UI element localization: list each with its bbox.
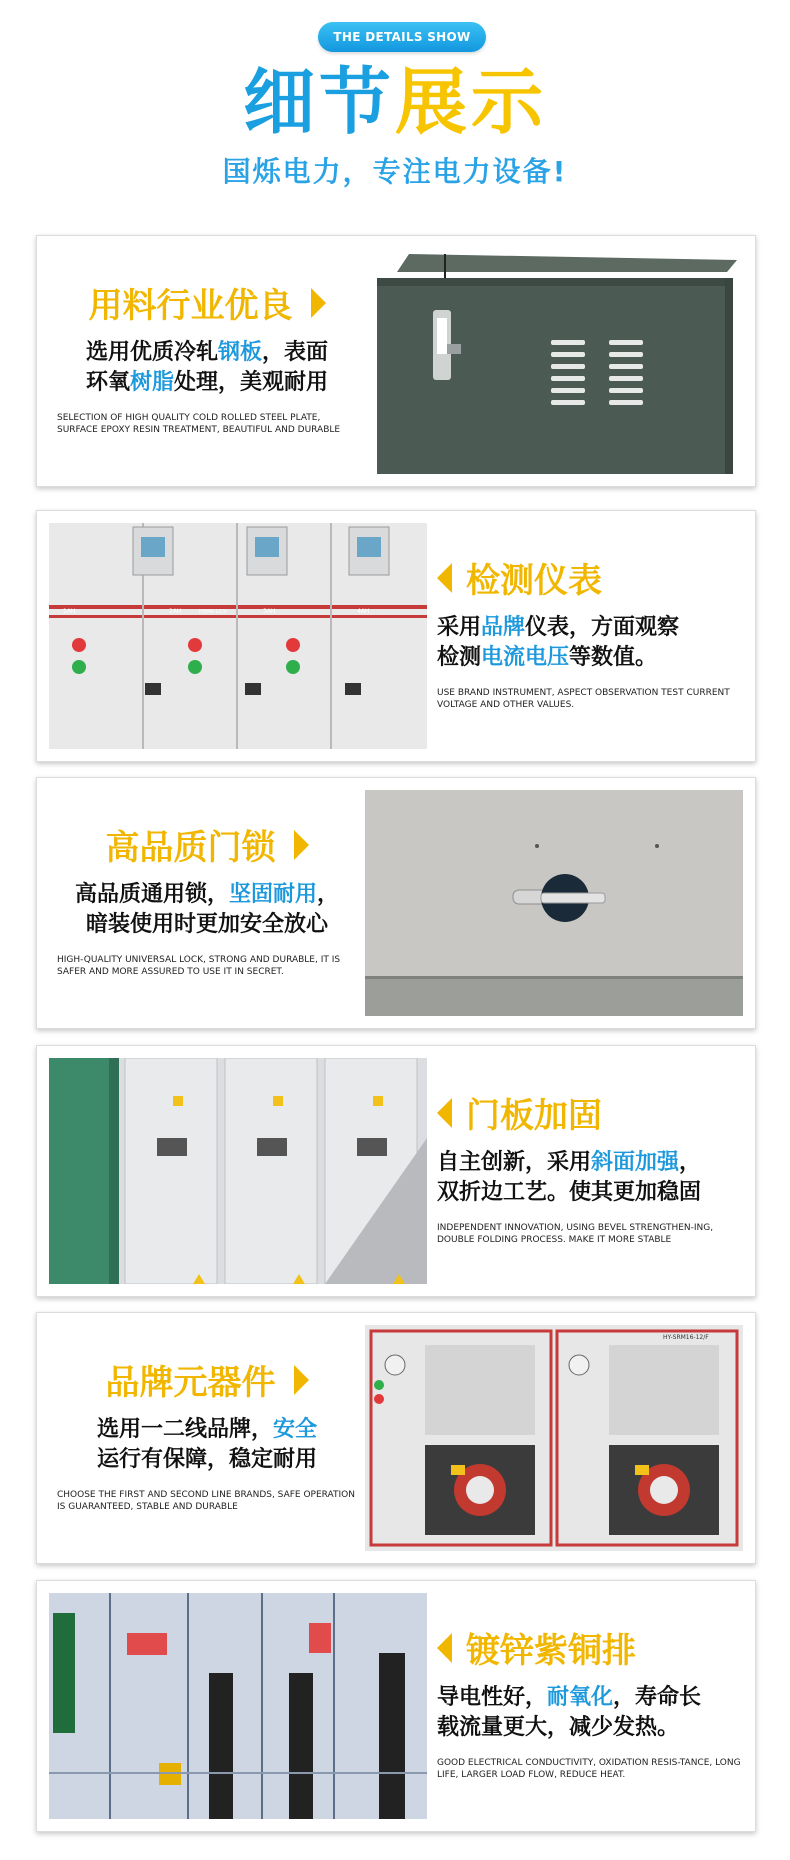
card-heading	[53, 1355, 361, 1404]
triangle-left-icon	[437, 1633, 452, 1663]
cn-text: ，寿命长	[613, 1685, 702, 1710]
card-heading	[437, 553, 745, 602]
cabinet-photo	[365, 248, 743, 474]
card-heading	[437, 1088, 745, 1137]
card-description-cn	[53, 338, 361, 398]
cn-text: 自主创新，采用	[437, 1150, 592, 1175]
card-heading-label: 高品质门锁	[105, 828, 276, 868]
detail-card-copper-busbar	[36, 1580, 756, 1832]
cn-text: 双折边工艺。使其更加稳固	[437, 1180, 702, 1205]
card-description-cn	[437, 1683, 745, 1743]
detail-card-instrument	[36, 510, 756, 762]
card-description-en: INDEPENDENT INNOVATION, USING BEVEL STRENGTHEN-ING, DOUBLE FOLDING PROCESS. MAKE IT MORE STABLE	[437, 1223, 714, 1245]
details-show-pill: THE DETAILS SHOW	[318, 22, 486, 52]
cn-text: ，	[317, 882, 340, 907]
cn-text: 仪表，方面观察	[525, 615, 680, 640]
page-subtitle: 国烁电力，专注电力设备!	[222, 155, 568, 188]
card-description-cn	[53, 1415, 361, 1475]
card-heading-label: 用料行业优良	[88, 286, 293, 326]
cn-highlight: 品牌	[481, 615, 526, 640]
card-text	[437, 511, 745, 761]
title-part-blue: 细节	[242, 60, 395, 144]
card-description-en: CHOOSE THE FIRST AND SECOND LINE BRANDS, SAFE OPERATION IS GUARANTEED, STABLE AND DURABLE	[57, 1490, 355, 1512]
cabinet-door-photo	[49, 1058, 427, 1284]
panel-label: 4AH	[357, 608, 370, 615]
detail-card-material	[36, 235, 756, 487]
triangle-left-icon	[437, 1098, 452, 1128]
card-heading	[53, 278, 361, 327]
cn-text: 载流量更大，减少发热。	[437, 1715, 680, 1740]
cn-highlight: 电流电压	[481, 645, 570, 670]
triangle-right-icon	[311, 288, 326, 318]
panel-model-label: HSM6-12/V	[199, 609, 227, 615]
cn-text: ，	[679, 1150, 702, 1175]
card-text	[437, 1046, 745, 1296]
card-heading-label: 检测仪表	[466, 561, 602, 601]
card-heading	[53, 820, 361, 869]
panel-label: 2AH	[169, 608, 182, 615]
card-description-en: USE BRAND INSTRUMENT, ASPECT OBSERVATION TEST CURRENT VOLTAGE AND OTHER VALUES.	[437, 688, 730, 710]
card-text	[53, 1313, 361, 1563]
card-description-en: SELECTION OF HIGH QUALITY COLD ROLLED STEEL PLATE, SURFACE EPOXY RESIN TREATMENT, BEAUTIFUL AND DURABLE	[57, 413, 341, 435]
cn-highlight: 耐氧化	[547, 1685, 614, 1710]
triangle-right-icon	[294, 1365, 309, 1395]
page-title	[0, 60, 790, 144]
card-description-en: GOOD ELECTRICAL CONDUCTIVITY, OXIDATION RESIS-TANCE, LONG LIFE, LARGER LOAD FLOW, REDUCE HEAT.	[437, 1758, 741, 1780]
cn-highlight: 坚固耐用	[228, 882, 317, 907]
detail-card-door-reinforce	[36, 1045, 756, 1297]
card-description-cn	[53, 880, 361, 940]
triangle-right-icon	[294, 830, 309, 860]
cn-text: 高品质通用锁，	[74, 882, 229, 907]
detail-card-lock	[36, 777, 756, 1029]
panel-label: 1AH	[63, 608, 76, 615]
card-heading-label: 品牌元器件	[105, 1363, 276, 1403]
cn-text: ，表面	[262, 340, 329, 365]
card-description-cn	[437, 1148, 745, 1208]
components-photo	[365, 1325, 743, 1551]
card-description-en: HIGH-QUALITY UNIVERSAL LOCK, STRONG AND DURABLE, IT IS SAFER AND MORE ASSURED TO USE IT IN SECRET.	[57, 955, 341, 977]
switchgear-instrument-photo	[49, 523, 427, 749]
cn-text: 选用一二线品牌，	[96, 1417, 273, 1442]
busbar-photo	[49, 1593, 427, 1819]
cn-text: 环氧	[85, 370, 130, 395]
cn-text: 采用	[437, 615, 482, 640]
cn-text: 运行有保障，稳定耐用	[96, 1447, 317, 1472]
detail-card-components	[36, 1312, 756, 1564]
cn-text: 暗装使用时更加安全放心	[85, 912, 328, 937]
cn-text: 选用优质冷轧	[85, 340, 218, 365]
cn-text: 导电性好，	[437, 1685, 548, 1710]
card-text	[437, 1581, 745, 1831]
triangle-left-icon	[437, 563, 452, 593]
card-description-cn	[437, 613, 745, 673]
card-text	[53, 236, 361, 486]
cn-text: 处理，美观耐用	[174, 370, 329, 395]
card-heading-label: 镀锌紫铜排	[466, 1631, 636, 1671]
card-text	[53, 778, 361, 1028]
cn-highlight: 树脂	[129, 370, 174, 395]
panel-label: 3AH	[263, 608, 276, 615]
photo-tag-label: HY-SRM16-12/F	[663, 1334, 709, 1341]
cn-highlight: 斜面加强	[591, 1150, 680, 1175]
cn-highlight: 安全	[273, 1417, 318, 1442]
card-heading-label: 门板加固	[466, 1096, 602, 1136]
door-lock-photo	[365, 790, 743, 1016]
title-part-yellow: 展示	[395, 60, 548, 144]
cn-text: 检测	[437, 645, 482, 670]
cn-text: 等数值。	[569, 645, 658, 670]
cn-highlight: 钢板	[217, 340, 262, 365]
card-heading	[437, 1623, 745, 1672]
